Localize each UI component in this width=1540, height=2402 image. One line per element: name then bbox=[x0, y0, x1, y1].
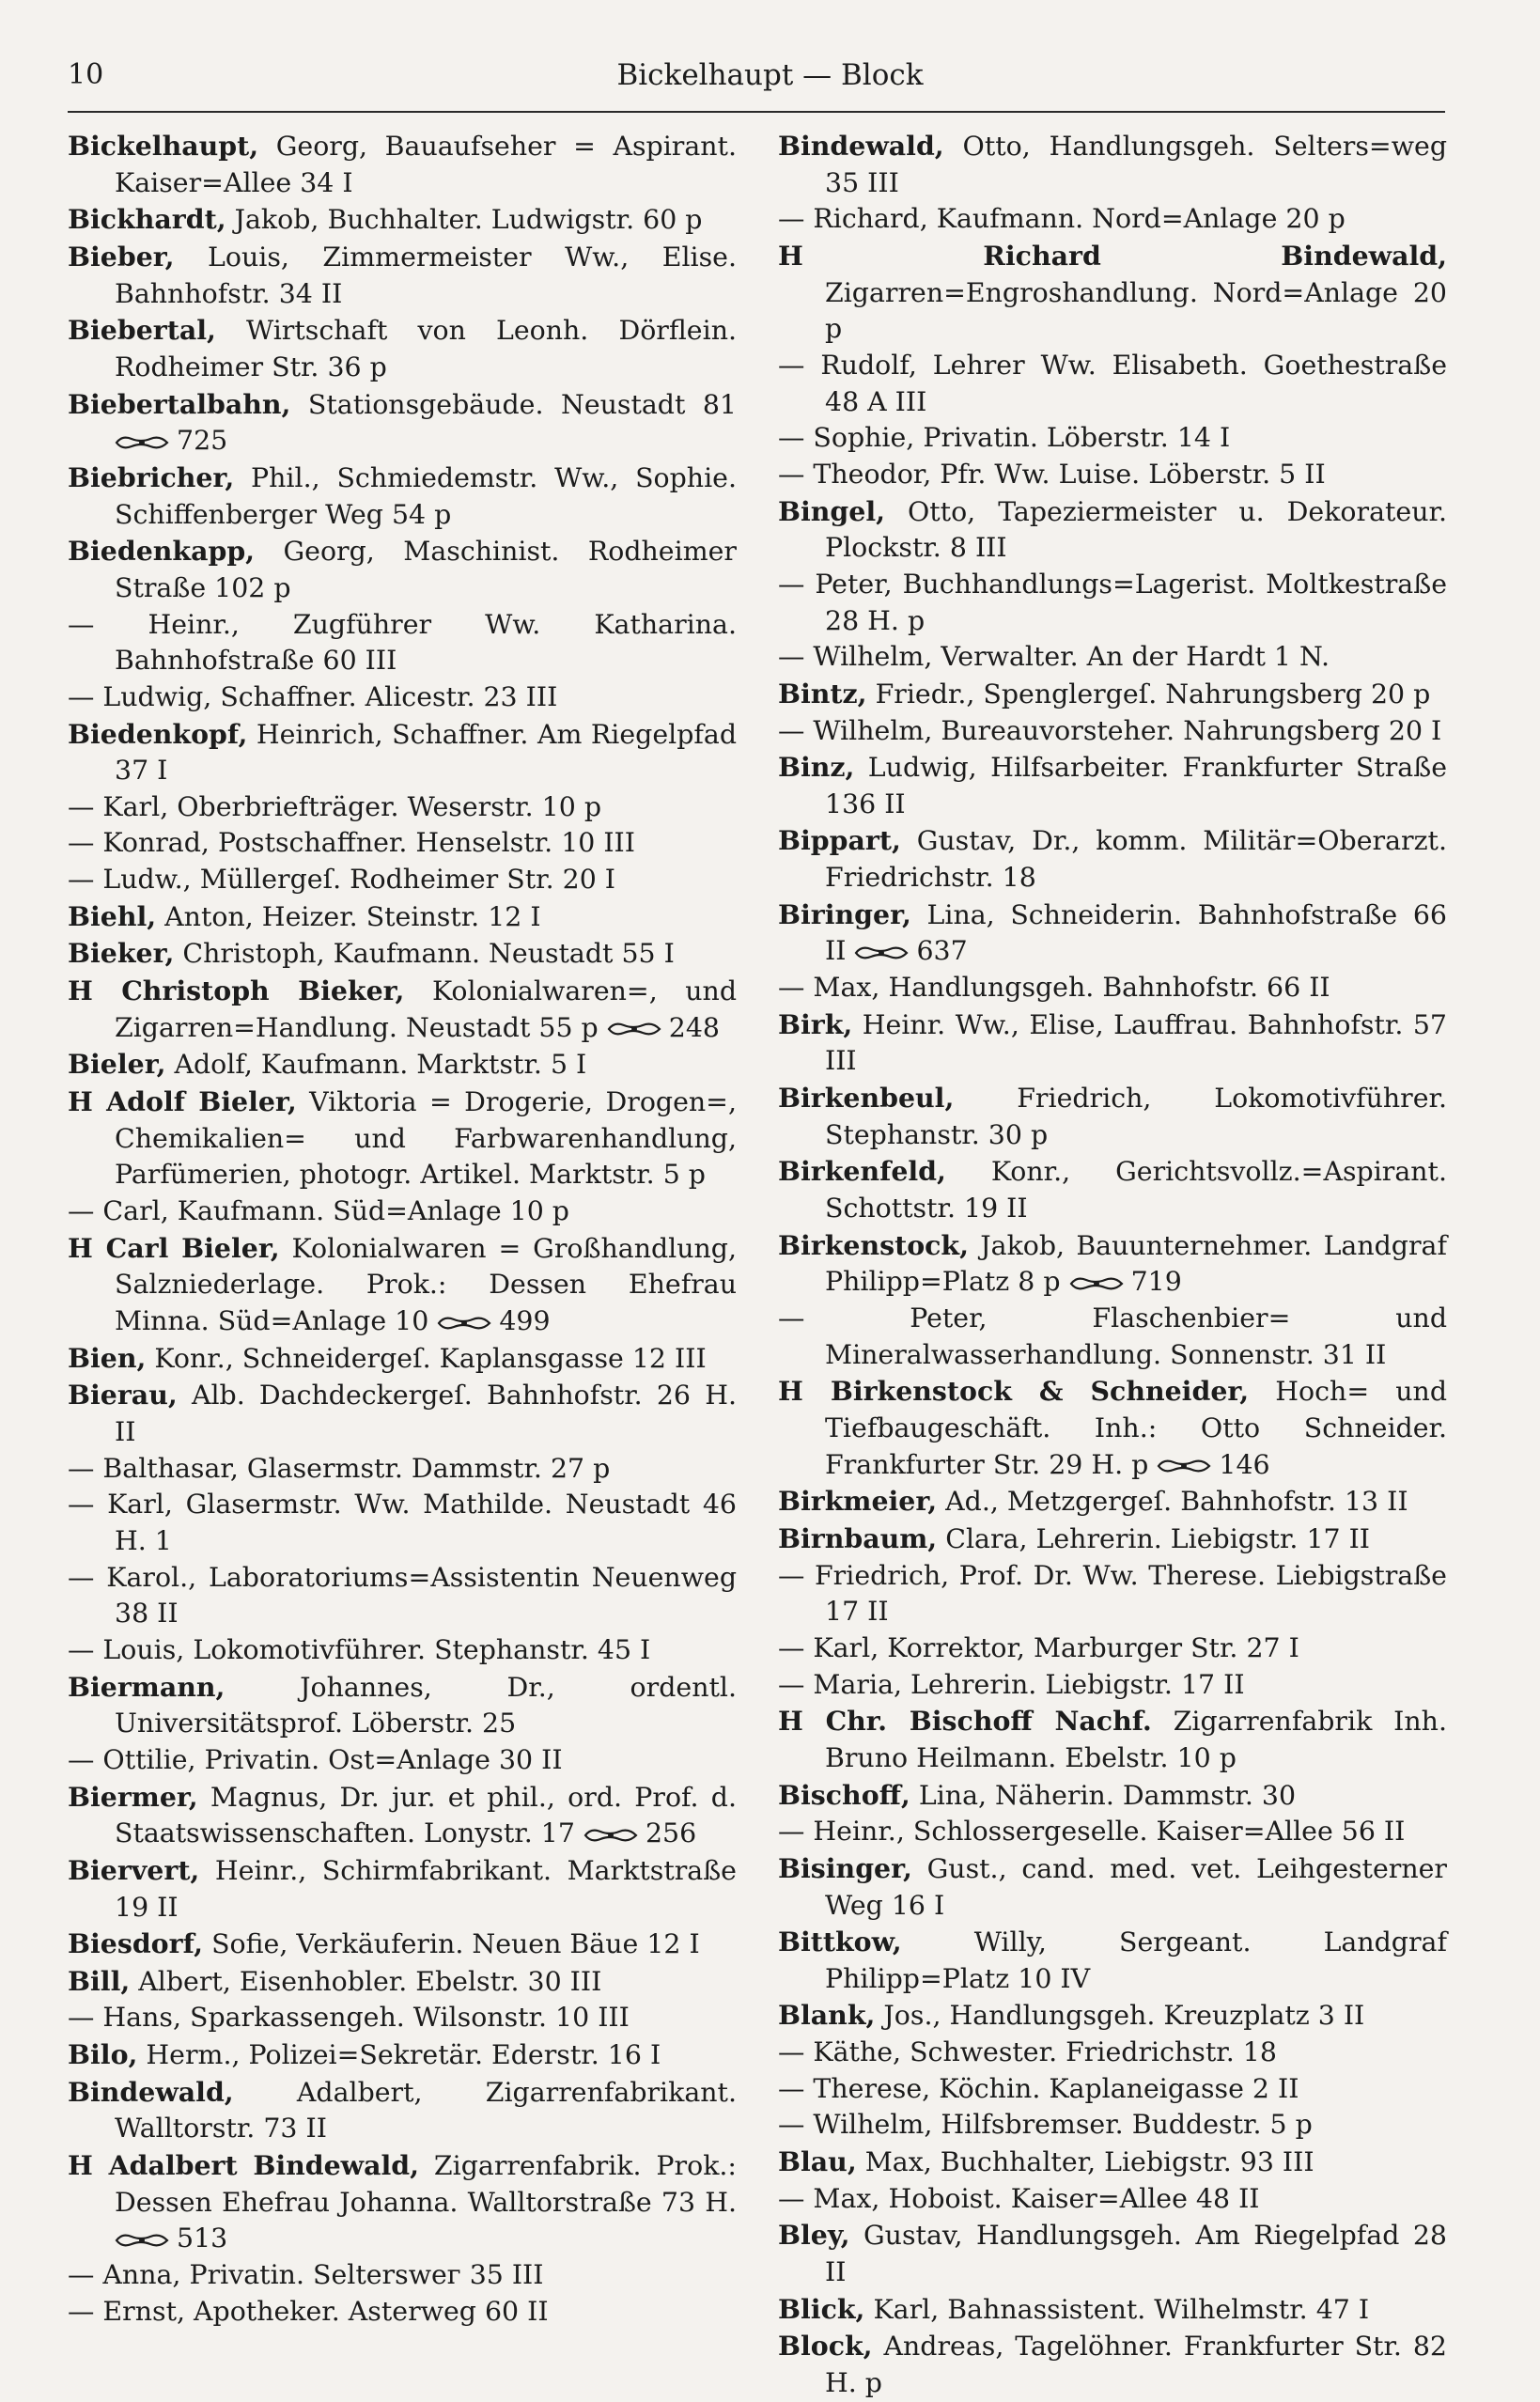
entry-name: H Adalbert Bindewald, bbox=[68, 2149, 420, 2182]
directory-entry bbox=[778, 201, 1447, 238]
entry-details: — Sophie, Privatin. Löberstr. 14 I bbox=[778, 422, 1231, 454]
directory-entry bbox=[778, 639, 1447, 676]
directory-entry bbox=[778, 1301, 1447, 1373]
telephone-number: 719 bbox=[1130, 1266, 1182, 1298]
entry-details: — Käthe, Schwester. Friedrichstr. 18 bbox=[778, 2036, 1277, 2068]
entry-name: Blank, bbox=[778, 1999, 876, 2032]
directory-entry bbox=[778, 1373, 1447, 1483]
entry-name: Bindewald, bbox=[778, 130, 944, 162]
telephone-icon bbox=[1069, 1275, 1124, 1292]
entry-details: — Peter, Buchhandlungs=Lagerist. Moltkestraße 28 H. p bbox=[778, 568, 1447, 636]
directory-entry bbox=[68, 1926, 737, 1963]
entry-details: Viktoria = Drogerie, Drogen=, Chemikalien= und Farbwarenhandlung, Parfümerien, photogr. Artikel. Marktstr. 5 p bbox=[115, 1086, 737, 1191]
entry-details: Ad., Metzgergeſ. Bahnhofstr. 13 II bbox=[937, 1486, 1408, 1518]
directory-entry bbox=[778, 493, 1447, 567]
telephone-number: 256 bbox=[645, 1817, 697, 1849]
telephone-icon bbox=[583, 1827, 638, 1844]
entry-name: Biebricher, bbox=[68, 460, 235, 493]
entry-details: — Maria, Lehrerin. Liebigstr. 17 II bbox=[778, 1668, 1245, 1700]
directory-entry bbox=[778, 348, 1447, 420]
directory-entry bbox=[68, 789, 737, 826]
directory-entry bbox=[778, 2217, 1447, 2290]
entry-name: H Birkenstock & Schneider, bbox=[778, 1375, 1250, 1408]
entry-name: H Adolf Bieler, bbox=[68, 1085, 297, 1118]
entry-name: Bierau, bbox=[68, 1379, 178, 1412]
directory-entry bbox=[778, 822, 1447, 896]
directory-entry bbox=[68, 1451, 737, 1488]
directory-entry bbox=[68, 1230, 737, 1340]
entry-details: Clara, Lehrerin. Liebigstr. 17 II bbox=[937, 1522, 1371, 1554]
directory-entry bbox=[778, 2291, 1447, 2329]
directory-entry bbox=[778, 238, 1447, 348]
entry-name: Block, bbox=[778, 2330, 873, 2363]
directory-entry bbox=[778, 1483, 1447, 1521]
entry-name: Bilo, bbox=[68, 2038, 138, 2071]
entry-details: Zigarren=Engroshandlung. Nord=Anlage 20 p bbox=[825, 276, 1447, 345]
directory-entry bbox=[68, 460, 737, 533]
directory-entry bbox=[68, 2000, 737, 2036]
entry-details: Kolonialwaren = Großhandlung, Salzniederlage. Prok.: Dessen Ehefrau Minna. Süd=Anlage 10 bbox=[115, 1232, 738, 1336]
entry-details: — Friedrich, Prof. Dr. Ww. Therese. Liebigstraße 17 II bbox=[778, 1559, 1447, 1628]
left-column bbox=[68, 128, 737, 2330]
directory-entry bbox=[778, 1080, 1447, 1153]
directory-entry bbox=[68, 2147, 737, 2257]
entry-details: Friedr., Spenglergeſ. Nahrungsberg 20 p bbox=[866, 678, 1431, 710]
entry-details: Stationsgebäude. Neustadt 81 bbox=[290, 388, 737, 420]
entry-name: Bisinger, bbox=[778, 1851, 912, 1884]
directory-entry bbox=[778, 1850, 1447, 1924]
directory-entry bbox=[68, 1632, 737, 1669]
entry-details: Willy, Sergeant. Landgraf Philipp=Platz 10 IV bbox=[825, 1926, 1447, 1994]
directory-entry bbox=[778, 2071, 1447, 2108]
entry-details: Phil., Schmiedemstr. Ww., Sophie. Schiffenberger Weg 54 p bbox=[115, 461, 737, 530]
telephone-icon bbox=[607, 1021, 661, 1037]
entry-details: — Wilhelm, Verwalter. An der Hardt 1 N. bbox=[778, 641, 1330, 673]
entry-name: H Chr. Bischoff Nachf. bbox=[778, 1705, 1152, 1738]
telephone-number: 499 bbox=[499, 1305, 551, 1336]
entry-name: Biermann, bbox=[68, 1670, 226, 1703]
directory-entry bbox=[68, 1779, 737, 1852]
entry-details: — Ottilie, Privatin. Ost=Anlage 30 II bbox=[68, 1743, 563, 1775]
directory-entry bbox=[778, 2035, 1447, 2071]
directory-entry bbox=[778, 1667, 1447, 1704]
entry-details: — Theodor, Pfr. Ww. Luise. Löberstr. 5 II bbox=[778, 458, 1326, 490]
directory-entry bbox=[68, 716, 737, 789]
entry-name: Biedenkopf, bbox=[68, 717, 248, 750]
directory-entry bbox=[778, 2328, 1447, 2401]
directory-entry bbox=[68, 1963, 737, 2001]
entry-details: Adalbert, Zigarrenfabrikant. Walltorstr. 73 II bbox=[115, 2076, 737, 2145]
entry-details: — Heinr., Zugführer Ww. Katharina. Bahnhofstraße 60 III bbox=[68, 608, 737, 677]
entry-name: Bill, bbox=[68, 1964, 131, 1997]
directory-entry bbox=[68, 825, 737, 862]
directory-entry bbox=[68, 973, 737, 1046]
directory-entry bbox=[778, 676, 1447, 713]
entry-details: Konr., Gerichtsvollz.=Aspirant. Schottstr. 19 II bbox=[825, 1156, 1447, 1224]
entry-details: — Karl, Glasermstr. Ww. Mathilde. Neustadt 46 H. 1 bbox=[68, 1489, 737, 1556]
directory-entry bbox=[778, 567, 1447, 639]
telephone-number: 248 bbox=[668, 1011, 720, 1043]
entry-details: — Max, Hoboist. Kaiser=Allee 48 II bbox=[778, 2182, 1260, 2214]
entry-name: Blick, bbox=[778, 2292, 865, 2325]
entry-details: Louis, Zimmermeister Ww., Elise. Bahnhofstr. 34 II bbox=[115, 241, 737, 309]
entry-name: Bley, bbox=[778, 2219, 850, 2252]
directory-entry bbox=[68, 1046, 737, 1084]
entry-details: Gustav, Dr., komm. Militär=Oberarzt. Friedrichstr. 18 bbox=[825, 825, 1447, 894]
directory-entry bbox=[68, 935, 737, 973]
directory-entry bbox=[68, 1487, 737, 1559]
entry-details: — Louis, Lokomotivführer. Stephanstr. 45 I bbox=[68, 1633, 651, 1665]
entry-name: Birkenbeul, bbox=[778, 1082, 955, 1115]
entry-name: Bippart, bbox=[778, 824, 901, 857]
entry-details: Max, Buchhalter, Liebigstr. 93 III bbox=[856, 2146, 1314, 2178]
directory-entry bbox=[68, 1560, 737, 1632]
directory-entry bbox=[778, 2107, 1447, 2144]
directory-entry bbox=[778, 1997, 1447, 2035]
entry-name: Biebertalbahn, bbox=[68, 387, 291, 420]
telephone-number: 513 bbox=[177, 2223, 228, 2254]
entry-details: — Wilhelm, Hilfsbremser. Buddestr. 5 p bbox=[778, 2109, 1313, 2141]
entry-details: Heinrich, Schaffner. Am Riegelpfad 37 I bbox=[115, 718, 737, 787]
entry-name: Birnbaum, bbox=[778, 1521, 938, 1554]
directory-entry bbox=[68, 201, 737, 239]
directory-entry bbox=[778, 1227, 1447, 1301]
entry-details: Christoph, Kaufmann. Neustadt 55 I bbox=[174, 938, 675, 970]
entry-details: — Karol., Laboratoriums=Assistentin Neuenweg 38 II bbox=[68, 1561, 737, 1630]
entry-name: Birkenstock, bbox=[778, 1228, 969, 1261]
entry-name: Bingel, bbox=[778, 494, 886, 527]
entry-details: — Hans, Sparkassengeh. Wilsonstr. 10 III bbox=[68, 2002, 630, 2034]
entry-name: Biehl, bbox=[68, 899, 157, 932]
directory-entry bbox=[68, 1742, 737, 1779]
entry-details: — Richard, Kaufmann. Nord=Anlage 20 p bbox=[778, 203, 1346, 235]
directory-entry bbox=[68, 128, 737, 201]
entry-name: Bittkow, bbox=[778, 1926, 902, 1958]
entry-name: Bintz, bbox=[778, 677, 867, 710]
telephone-number: 146 bbox=[1219, 1448, 1270, 1480]
entry-details: Georg, Maschinist. Rodheimer Straße 102 p bbox=[115, 536, 737, 603]
directory-entry bbox=[778, 128, 1447, 201]
directory-entry bbox=[778, 1006, 1447, 1080]
entry-name: H Christoph Bieker, bbox=[68, 975, 405, 1007]
entry-name: Biesdorf, bbox=[68, 1927, 204, 1960]
entry-name: Binz, bbox=[778, 751, 855, 784]
entry-details: Sofie, Verkäuferin. Neuen Bäue 12 I bbox=[203, 1928, 700, 1960]
directory-entry bbox=[68, 1193, 737, 1230]
entry-details: Lina, Schneiderin. Bahnhofstraße 66 II bbox=[825, 898, 1447, 967]
entry-details: Georg, Bauaufseher = Aspirant. Kaiser=Allee 34 I bbox=[115, 131, 737, 198]
entry-name: Biebertal, bbox=[68, 314, 216, 347]
directory-entry bbox=[68, 1852, 737, 1926]
directory-entry bbox=[68, 1669, 737, 1742]
entry-name: Biringer, bbox=[778, 897, 911, 930]
entry-details: Konr., Schneidergeſ. Kaplansgasse 12 III bbox=[146, 1342, 707, 1374]
entry-name: Bieler, bbox=[68, 1048, 166, 1081]
directory-entry bbox=[68, 239, 737, 312]
entry-details: — Karl, Oberbriefträger. Weserstr. 10 p bbox=[68, 790, 602, 822]
directory-entry bbox=[68, 533, 737, 606]
entry-details: Zigarrenfabrik Inh. Bruno Heilmann. Ebelstr. 10 p bbox=[825, 1706, 1447, 1773]
directory-entry bbox=[68, 679, 737, 716]
entry-name: Bien, bbox=[68, 1341, 147, 1374]
entry-details: Anton, Heizer. Steinstr. 12 I bbox=[156, 900, 541, 932]
entry-details: Kolonialwaren=, und Zigarren=Handlung. Neustadt 55 p bbox=[115, 975, 737, 1043]
directory-entry bbox=[68, 898, 737, 936]
page-number: 10 bbox=[68, 58, 104, 91]
directory-entry bbox=[778, 897, 1447, 970]
directory-entry bbox=[68, 862, 737, 898]
entry-name: Bieker, bbox=[68, 937, 175, 970]
entry-details: — Peter, Flaschenbier= und Mineralwasserhandlung. Sonnenstr. 31 II bbox=[778, 1302, 1447, 1370]
entry-details: Otto, Handlungsgeh. Selters=weg 35 III bbox=[825, 131, 1447, 198]
entry-details: Adolf, Kaufmann. Marktstr. 5 I bbox=[165, 1049, 587, 1081]
entry-name: Bickelhaupt, bbox=[68, 130, 259, 162]
header-rule bbox=[68, 111, 1445, 113]
directory-entry bbox=[68, 2294, 737, 2331]
entry-name: Birkenfeld, bbox=[778, 1155, 946, 1188]
entry-name: H Carl Bieler, bbox=[68, 1231, 280, 1264]
directory-entry bbox=[778, 970, 1447, 1006]
entry-name: Birkmeier, bbox=[778, 1485, 938, 1518]
directory-entry bbox=[68, 2257, 737, 2294]
telephone-number: 725 bbox=[177, 425, 228, 457]
directory-entry bbox=[778, 420, 1447, 457]
entry-details: Jos., Handlungsgeh. Kreuzplatz 3 II bbox=[875, 2000, 1365, 2032]
directory-entry bbox=[778, 1814, 1447, 1850]
directory-entry bbox=[68, 312, 737, 385]
directory-entry bbox=[778, 2181, 1447, 2218]
directory-entry bbox=[778, 713, 1447, 750]
directory-entry bbox=[68, 386, 737, 460]
entry-details: Wirtschaft von Leonh. Dörflein. Rodheimer Str. 36 p bbox=[115, 315, 737, 382]
directory-entry bbox=[68, 1377, 737, 1450]
entry-details: Andreas, Tagelöhner. Frankfurter Str. 82 H. p bbox=[825, 2331, 1447, 2399]
telephone-icon bbox=[115, 434, 169, 451]
entry-details: Magnus, Dr. jur. et phil., ord. Prof. d. Staatswissenschaften. Lonystr. 17 bbox=[115, 1781, 737, 1849]
entry-details: — Karl, Korrektor, Marburger Str. 27 I bbox=[778, 1631, 1299, 1663]
directory-entry bbox=[778, 1558, 1447, 1630]
entry-name: Biervert, bbox=[68, 1853, 200, 1886]
entry-details: Ludwig, Hilfsarbeiter. Frankfurter Straße 136 II bbox=[825, 752, 1447, 819]
directory-entry bbox=[68, 2036, 737, 2074]
entry-details: — Max, Handlungsgeh. Bahnhofstr. 66 II bbox=[778, 972, 1330, 1004]
entry-details: — Anna, Privatin. Selterswег 35 III bbox=[68, 2259, 544, 2291]
directory-entry bbox=[778, 1630, 1447, 1667]
entry-details: Lina, Näherin. Dammstr. 30 bbox=[910, 1779, 1297, 1811]
telephone-icon bbox=[115, 2232, 169, 2249]
directory-entry bbox=[68, 2074, 737, 2147]
directory-entry bbox=[778, 1924, 1447, 1997]
entry-details: Heinr., Schirmfabrikant. Marktstraße 19 II bbox=[115, 1854, 737, 1923]
entry-details: — Carl, Kaufmann. Süd=Anlage 10 p bbox=[68, 1195, 569, 1227]
entry-details: — Therese, Köchin. Kaplaneigasse 2 II bbox=[778, 2072, 1299, 2104]
entry-details: — Ernst, Apotheker. Asterweg 60 II bbox=[68, 2295, 549, 2327]
directory-entry bbox=[68, 1084, 737, 1193]
entry-name: Biedenkapp, bbox=[68, 535, 256, 568]
telephone-icon bbox=[437, 1315, 491, 1332]
entry-details: Jakob, Buchhalter. Ludwigstr. 60 p bbox=[226, 204, 703, 236]
entry-details: Jakob, Bauunternehmer. Landgraf Philipp=Platz 8 p bbox=[825, 1229, 1447, 1298]
directory-entry bbox=[68, 1340, 737, 1378]
entry-details: — Konrad, Postschaffner. Henselstr. 10 III bbox=[68, 827, 635, 859]
telephone-icon bbox=[1157, 1458, 1211, 1474]
entry-details: — Wilhelm, Bureauvorsteher. Nahrungsberg 20 I bbox=[778, 714, 1442, 746]
entry-details: Hoch= und Tiefbaugeschäft. Inh.: Otto Schneider. Frankfurter Str. 29 H. p bbox=[825, 1376, 1447, 1480]
entry-details: Heinr. Ww., Elise, Lauffrau. Bahnhofstr. 57 III bbox=[825, 1008, 1447, 1077]
entry-details: Gustav, Handlungsgeh. Am Riegelpfad 28 II bbox=[825, 2220, 1447, 2288]
entry-details: — Balthasar, Glasermstr. Dammstr. 27 p bbox=[68, 1452, 611, 1484]
entry-name: Bickhardt, bbox=[68, 203, 226, 236]
entry-details: Friedrich, Lokomotivführer. Stephanstr. 30 p bbox=[825, 1083, 1447, 1150]
entry-details: Alb. Dachdeckergeſ. Bahnhofstr. 26 H. II bbox=[115, 1380, 737, 1447]
directory-entry bbox=[778, 1703, 1447, 1776]
entry-details: — Ludwig, Schaffner. Alicestr. 23 III bbox=[68, 680, 558, 712]
entry-details: — Heinr., Schlossergeselle. Kaiser=Allee 56 II bbox=[778, 1816, 1406, 1848]
entry-name: Birk, bbox=[778, 1007, 853, 1040]
directory-entry bbox=[68, 607, 737, 679]
entry-details: Otto, Tapeziermeister u. Dekorateur. Plockstr. 8 III bbox=[825, 495, 1447, 564]
entry-details: Albert, Eisenhobler. Ebelstr. 30 III bbox=[130, 1965, 602, 1997]
directory-entry bbox=[778, 457, 1447, 493]
entry-name: Biermer, bbox=[68, 1780, 198, 1813]
right-column bbox=[778, 128, 1447, 2402]
running-head: Bickelhaupt — Block bbox=[616, 58, 924, 92]
entry-details: Gust., cand. med. vet. Leihgesterner Weg 16 I bbox=[825, 1852, 1447, 1921]
directory-entry bbox=[778, 1153, 1447, 1226]
entry-name: Bindewald, bbox=[68, 2075, 234, 2108]
directory-entry bbox=[778, 1777, 1447, 1815]
entry-details: — Ludw., Müllergeſ. Rodheimer Str. 20 I bbox=[68, 864, 616, 896]
entry-details: — Rudolf, Lehrer Ww. Elisabeth. Goethestraße 48 A III bbox=[778, 349, 1447, 417]
entry-name: Bieber, bbox=[68, 240, 175, 273]
entry-name: Bischoff, bbox=[778, 1778, 910, 1811]
entry-details: Zigarrenfabrik. Prok.: Dessen Ehefrau Johanna. Walltorstraße 73 H. bbox=[115, 2150, 737, 2218]
entry-details: Herm., Polizei=Sekretär. Ederstr. 16 I bbox=[137, 2039, 661, 2071]
directory-entry bbox=[778, 749, 1447, 822]
directory-entry bbox=[778, 1521, 1447, 1558]
entry-name: H Richard Bindewald, bbox=[778, 239, 1447, 272]
entry-details: Karl, Bahnassistent. Wilhelmstr. 47 I bbox=[864, 2293, 1370, 2325]
entry-details: Johannes, Dr., ordentl. Universitätsprof. Löberstr. 25 bbox=[115, 1671, 737, 1739]
entry-name: Blau, bbox=[778, 2145, 857, 2178]
telephone-icon bbox=[854, 944, 909, 961]
telephone-number: 637 bbox=[916, 935, 968, 967]
directory-entry bbox=[778, 2144, 1447, 2181]
